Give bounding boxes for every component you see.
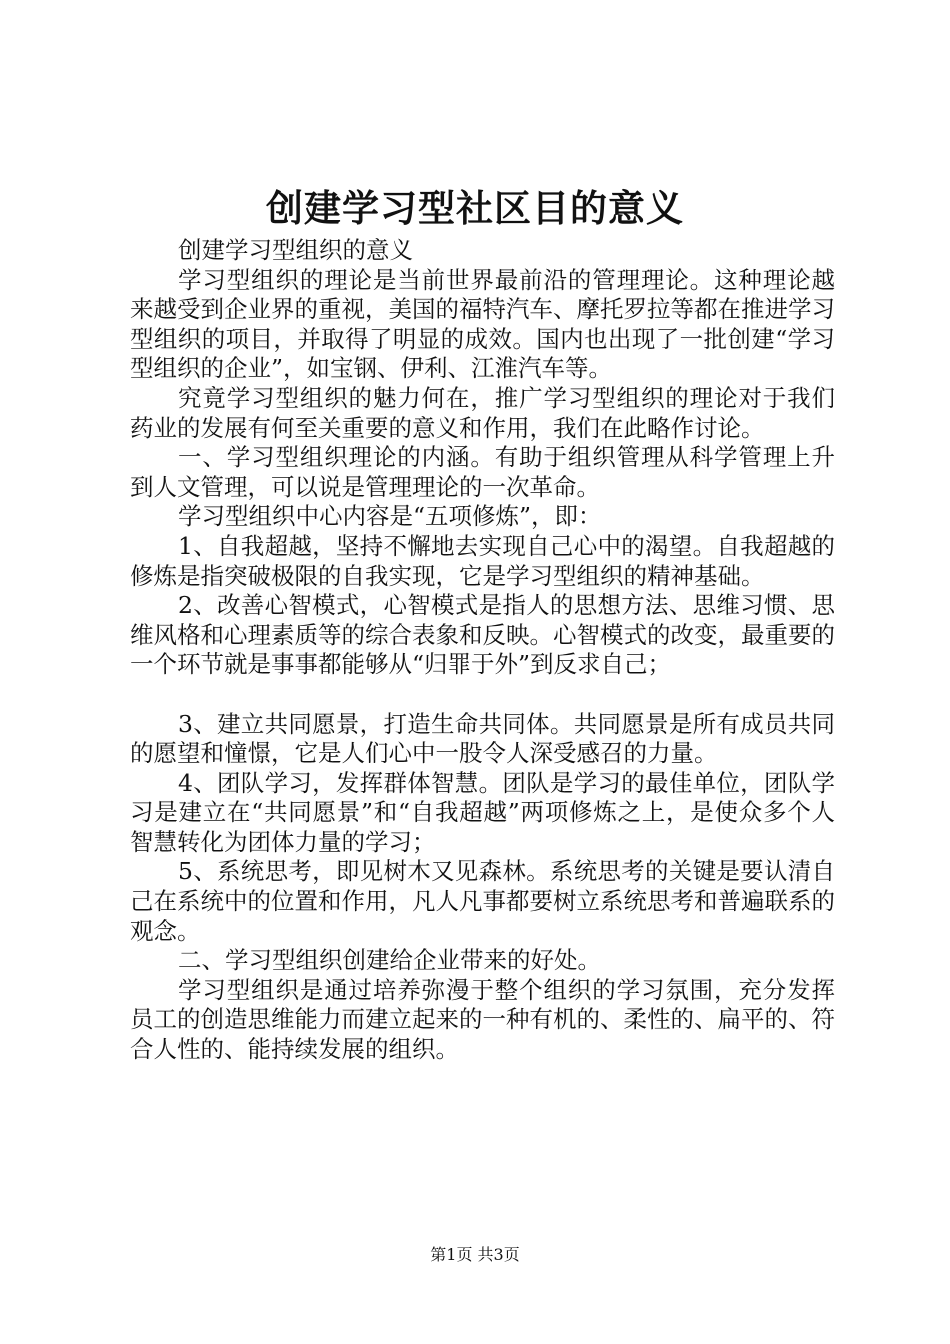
paragraph-section-one-heading: 一、学习型组织理论的内涵。有助于组织管理从科学管理上升到人文管理，可以说是管理理论的一次革命。 [130,443,835,501]
paragraph-discipline-4: 4、团队学习，发挥群体智慧。团队是学习的最佳单位，团队学习是建立在“共同愿景”和“自我超越”两项修炼之上，是使众多个人智慧转化为团体力量的学习； [130,768,835,856]
paragraph-subtitle: 创建学习型组织的意义 [178,236,413,264]
paragraph-discipline-3: 3、建立共同愿景，打造生命共同体。共同愿景是所有成员共同的愿望和憧憬，它是人们心中一股令人深受感召的力量。 [130,709,835,768]
paragraph-question: 究竟学习型组织的魅力何在，推广学习型组织的理论对于我们药业的发展有何至关重要的意义和作用，我们在此略作讨论。 [130,383,835,442]
document-title: 创建学习型社区目的意义 [266,186,684,230]
page-number-footer: 第1页 共3页 [430,1245,520,1264]
paragraph-benefits: 学习型组织是通过培养弥漫于整个组织的学习氛围，充分发挥员工的创造思维能力而建立起来的一种有机的、柔性的、扁平的、符合人性的、能持续发展的组织。 [130,975,835,1064]
paragraph-discipline-1: 1、自我超越，坚持不懈地去实现自己心中的渴望。自我超越的修炼是指突破极限的自我实现，它是学习型组织的精神基础。 [130,531,835,590]
paragraph-intro: 学习型组织的理论是当前世界最前沿的管理理论。这种理论越来越受到企业界的重视，美国的福特汽车、摩托罗拉等都在推进学习型组织的项目，并取得了明显的成效。国内也出现了一批创建“学习型组织的企业”，如宝钢、伊利、江淮汽车等。 [130,265,835,383]
paragraph-discipline-2: 2、改善心智模式，心智模式是指人的思想方法、思维习惯、思维风格和心理素质等的综合表象和反映。心智模式的改变，最重要的一个环节就是事事都能够从“归罪于外”到反求自己； [130,591,835,679]
paragraph-discipline-5: 5、系统思考，即见树木又见森林。系统思考的关键是要认清自己在系统中的位置和作用，凡人凡事都要树立系统思考和普遍联系的观念。 [130,857,835,945]
paragraph-section-two-heading: 二、学习型组织创建给企业带来的好处。 [178,946,601,975]
document-body [130,236,835,1065]
paragraph-five-disciplines: 学习型组织中心内容是“五项修炼”，即： [178,502,602,531]
